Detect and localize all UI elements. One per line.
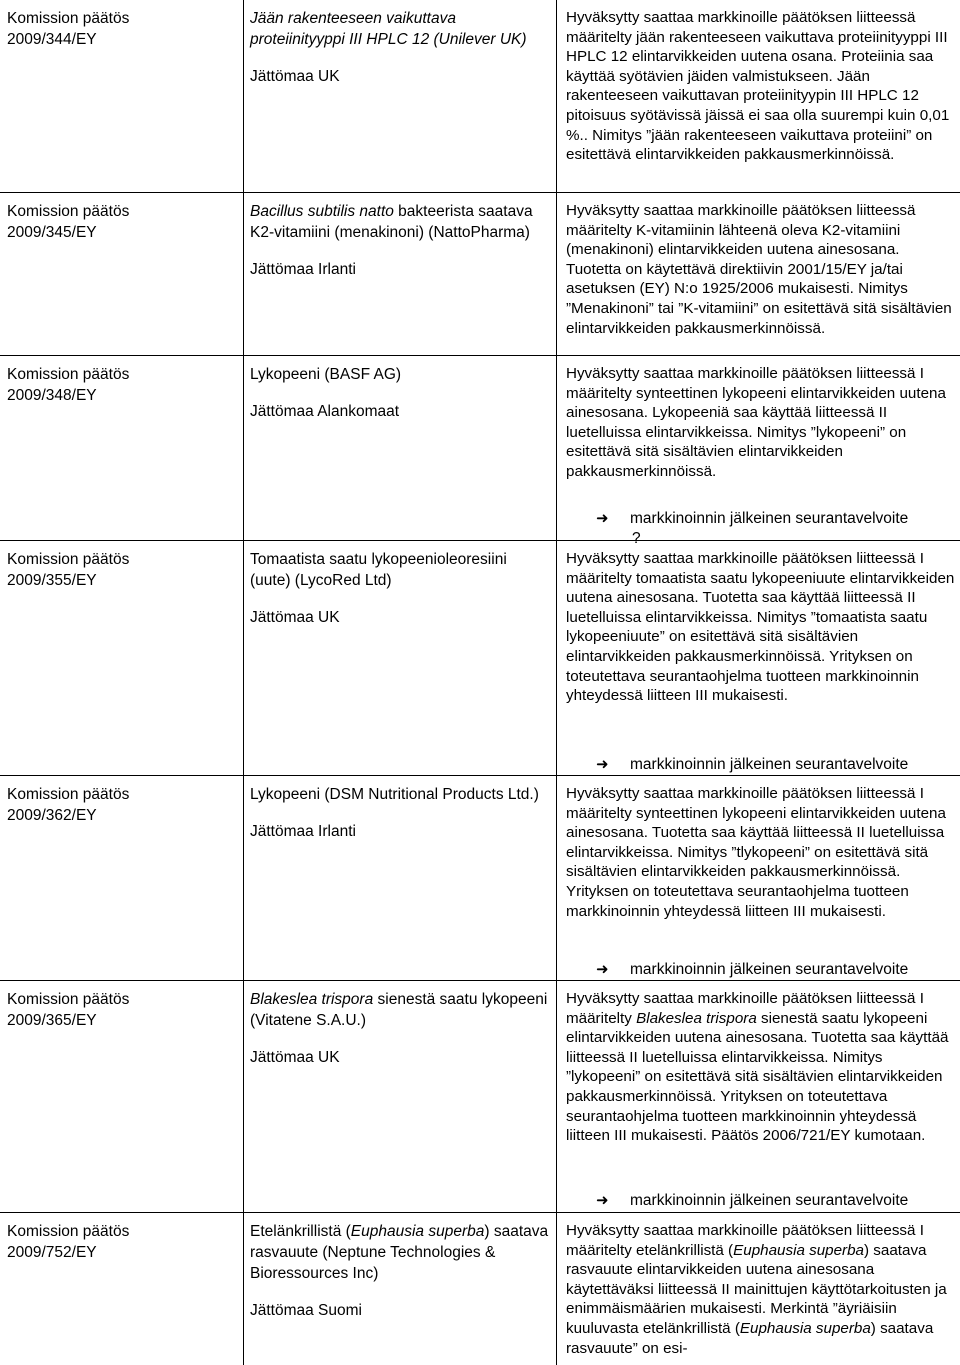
description-text-part: Hyväksytty saattaa markkinoille päätöksen liitteessä I määritelty etelänkrillistä ( [566,1222,924,1259]
arrow-right-icon: ➜ [596,756,609,773]
description-text: Hyväksytty saattaa markkinoille päätöksen liitteessä I määritelty synteettinen lykopeeni elintarvikkeiden uutena ainesosana. Lykopeeniä saa käyttää liitteessä II luetelluissa elintarvikkeissa. Nimitys ”lykopeeni” on esitettävä sitä sisältävien elintarvikkeiden pakkausmerkinnöissä. [566,365,946,480]
product-name-italic: Euphausia superba [350,1223,485,1240]
description-text-part: ) saatava rasvauute” on esi- [566,1319,934,1357]
decision-label: Komission päätös [7,786,130,803]
description-cell [566,8,956,165]
product-name-part: ) saatava rasvauute (Neptune Technologies & Bioressources Inc) [250,1223,549,1282]
table-row [0,540,960,775]
decision-label: Komission päätös [7,991,130,1008]
product-name-part: Etelänkrillistä ( [250,1223,351,1240]
decision-number: 2009/344/EY [7,31,97,48]
description-text-part: sienestä saatu lykopeeni elintarvikkeiden uutena ainesosana. Tuotetta saa käyttää liitteessä II luetelluissa elintarvikkeissa. Nimitys ”lykopeeni” on esitettävä sitä sisältävien elintarvikkeiden pakkausmerkinnöissä. Yrityksen on toteutettava seurantaohjelma tuotteen markkinoinnin yhteydessä liitteen III mukaisesti. Päätös 2006/721/EY kumotaan. [566,1009,949,1145]
product-name: Tomaatista saatu lykopeenioleoresiini (uute) (LycoRed Ltd) [250,551,507,589]
description-text: Hyväksytty saattaa markkinoille päätöksen liitteessä I määritelty tomaatista saatu lykopeeniuute elintarvikkeiden uutena ainesosana. Tuotetta saa käyttää liitteessä II luetelluissa elintarvikkeissa. Nimitys ”tomaatista saatu lykopeeniuute” on esitettävä sitä sisältävien elintarvikkeiden pakkausmerkinnöissä. Yrityksen on toteutettava seurantaohjelma tuotteen markkinoinnin yhteydessä liitteen III mukaisesti. [566,550,955,705]
monitoring-note [596,755,908,775]
decision-cell [7,8,237,50]
column-divider [556,1213,557,1365]
monitoring-note [596,509,909,547]
country: Jättömaa UK [250,1049,340,1066]
monitoring-note-text: markkinoinnin jälkeinen seurantavelvoite [630,961,909,978]
column-divider [556,356,557,540]
decision-cell [7,549,237,591]
monitoring-note [596,960,908,980]
column-divider [556,0,557,192]
description-text [566,1221,956,1358]
decision-number: 2009/362/EY [7,807,97,824]
decision-cell [7,989,237,1031]
decision-number: 2009/348/EY [7,387,97,404]
decision-cell [7,364,237,406]
country: Jättömaa Alankomaat [250,403,400,420]
monitoring-note-question: ? [632,530,641,547]
monitoring-note-text: markkinoinnin jälkeinen seurantavelvoite [630,1192,909,1209]
table-row [0,775,960,980]
arrow-right-icon: ➜ [596,961,609,978]
decision-cell [7,201,237,243]
product-cell [250,549,550,644]
decision-number: 2009/752/EY [7,1244,97,1261]
description-cell [566,364,956,482]
decision-label: Komission päätös [7,366,130,383]
column-divider [556,541,557,775]
column-divider [243,0,244,192]
country: Jättömaa Irlanti [250,823,356,840]
product-cell [250,784,550,858]
product-cell [250,8,550,103]
country: Jättömaa Suomi [250,1302,362,1319]
decision-label: Komission päätös [7,203,130,220]
product-name-italic: Bacillus subtilis natto [250,203,394,220]
product-name: Lykopeeni (BASF AG) [250,366,402,383]
decision-number: 2009/345/EY [7,224,97,241]
description-text-part: ) saatava rasvauute elintarvikkeiden uutena ainesosana käytettäväksi liitteessä II mainittujen käyttötarkoitusten ja enimmäismäärien mukaisesti. Merkintä ”äyriäisiin kuuluvasta etelänkrillistä ( [566,1241,947,1337]
country: Jättömaa UK [250,609,340,626]
column-divider [243,776,244,980]
product-cell [250,989,550,1084]
description-cell [566,1221,956,1358]
table-row [0,980,960,1212]
monitoring-note-text: markkinoinnin jälkeinen seurantavelvoite [630,510,909,527]
decision-number: 2009/365/EY [7,1012,97,1029]
arrow-right-icon: ➜ [596,510,609,527]
product-cell [250,1221,550,1337]
description-text-part: Hyväksytty saattaa markkinoille päätöksen liitteessä I määritelty [566,990,924,1027]
description-text [566,989,956,1146]
table-row [0,1212,960,1365]
description-cell [566,784,956,921]
monitoring-note [596,1191,908,1211]
description-text: Hyväksytty saattaa markkinoille päätöksen liitteessä määritelty K-vitamiinin lähteenä oleva K2-vitamiini (menakinoni) elintarvikkeiden uutena ainesosana. Tuotetta on käytettävä direktiivin 2001/15/EY ja/tai asetuksen (EY) N:o 1925/2006 mukaisesti. Nimitys ”Menakinoni” tai ”K-vitamiini” on esitettävä sitä sisältävien elintarvikkeiden pakkausmerkinnöissä. [566,202,952,337]
column-divider [243,193,244,355]
description-text-italic: Euphausia superba [733,1241,865,1259]
column-divider [243,541,244,775]
column-divider [556,776,557,980]
product-cell [250,364,550,438]
country: Jättömaa UK [250,68,340,85]
column-divider [243,356,244,540]
product-name-italic: Blakeslea trispora [250,991,374,1008]
description-text: Hyväksytty saattaa markkinoille päätöksen liitteessä I määritelty synteettinen lykopeeni elintarvikkeiden uutena ainesosana. Tuotetta saa käyttää liitteessä II luetelluissa elintarvikkeissa. Nimitys ”tlykopeeni” on esitettävä sitä sisältävien elintarvikkeiden pakkausmerkinnöissä. Yrityksen on toteutettava seurantaohjelma tuotteen markkinoinnin yhteydessä liitteen III mukaisesti. [566,785,946,920]
table-row [0,0,960,192]
product-name-rest: bakteerista saatava K2-vitamiini (menakinoni) (NattoPharma) [250,203,533,241]
product-name [250,201,550,243]
description-text-italic: Blakeslea trispora [636,1009,757,1027]
country: Jättömaa Irlanti [250,261,356,278]
decision-cell [7,1221,237,1263]
description-cell [566,989,956,1146]
column-divider [556,981,557,1212]
description-cell [566,201,956,338]
decision-label: Komission päätös [7,1223,130,1240]
column-divider [243,1213,244,1365]
product-cell [250,201,550,296]
monitoring-note-text: markkinoinnin jälkeinen seurantavelvoite [630,756,909,773]
product-name: Lykopeeni (DSM Nutritional Products Ltd.) [250,786,539,803]
decision-number: 2009/355/EY [7,572,97,589]
description-text-italic: Euphausia superba [739,1319,871,1337]
product-name [250,989,550,1031]
product-name [250,1221,550,1284]
decision-label: Komission päätös [7,551,130,568]
table-row [0,192,960,355]
product-name: Jään rakenteeseen vaikuttava proteiinityyppi III HPLC 12 (Unilever UK) [250,10,527,48]
description-cell [566,549,956,706]
column-divider [556,193,557,355]
table-row [0,355,960,547]
column-divider [243,981,244,1212]
decision-label: Komission päätös [7,10,130,27]
description-text: Hyväksytty saattaa markkinoille päätöksen liitteessä määritelty jään rakenteeseen vaikuttava proteiinityyppi III HPLC 12 elintarvikkeiden uutena osana. Proteiinia saa käyttää syötävien jäiden valmistukseen. Jään rakenteeseen vaikuttavan proteiinityypin III HPLC 12 pitoisuus syötävissä jäissä ei saa olla suurempi kuin 0,01 %.. Nimitys ”jään rakenteeseen vaikuttava proteiini” on esitettävä elintarvikkeiden pakkausmerkinnöissä. [566,9,950,164]
arrow-right-icon: ➜ [596,1192,609,1209]
product-name-rest: sienestä saatu lykopeeni (Vitatene S.A.U.) [250,991,548,1029]
decision-cell [7,784,237,826]
